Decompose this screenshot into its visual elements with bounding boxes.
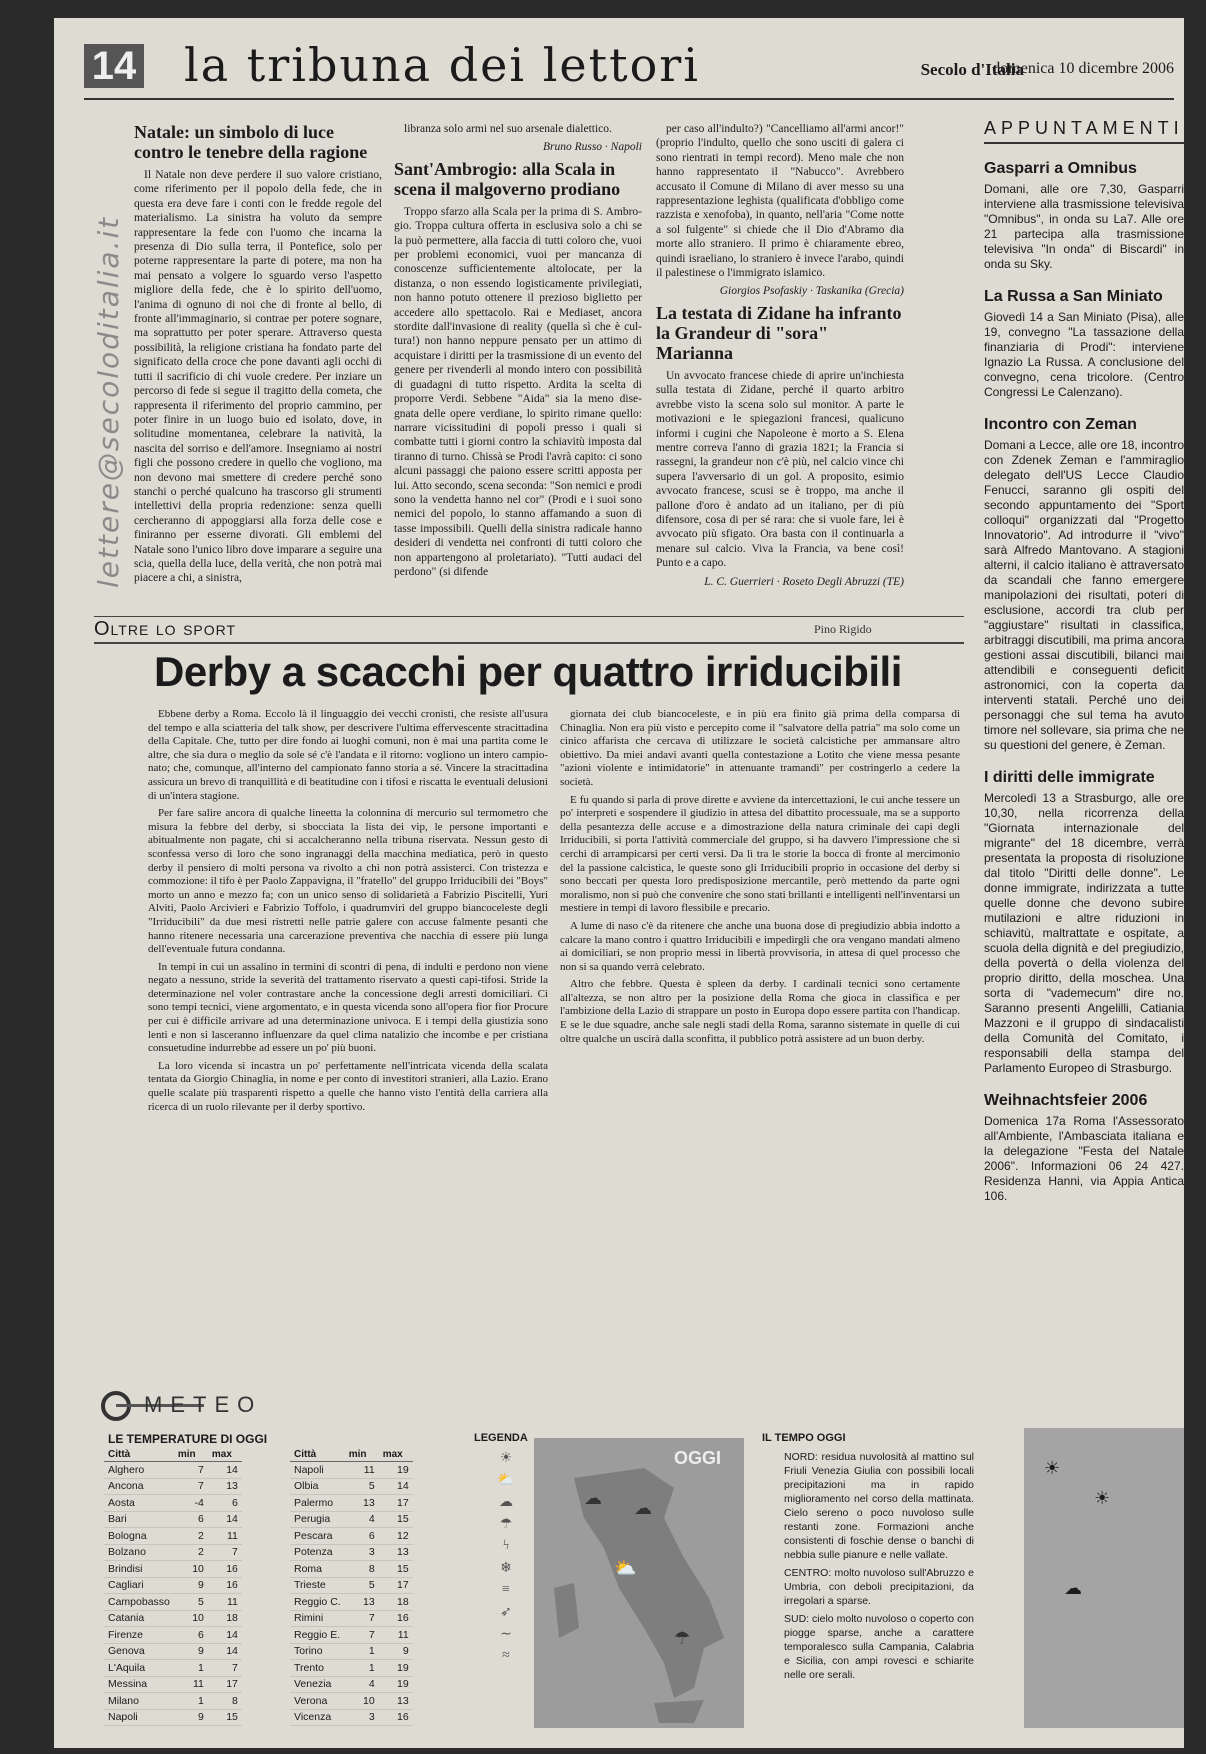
letter-body: Troppo sfarzo alla Scala per la prima di S. Ambrogio. Troppa cultura offerta in esclusiva solo a chi se la può permettere, alla faccia di tutti coloro che, vuoi per problemi economici, vuoi per mancanza di conoscenze sufficientemente altolocate, per la distanza, o non essendo logisticamente privilegiati, non hanno potuto ottenere il prezioso biglietto per accedere allo spettacolo. Rai e Mediaset, ancora stordite dall'invasione di reality (quella sì che è cultura!) non hanno neppure pensato per un attimo di acquistare i diritti per la trasmissione di un evento del genere per rivenderli al mondo intero con possibilità di guadagni di tutto rispetto. Ardita la scelta di proporre Verdi. Sebbene "Aida" sia la meno disegnata delle opere verdiane, lo spirito rimane quello: narrare vicissitudini di popoli presso i quali si combatte tutti i giorni contro la schiavitù imposta dal tiranno di turno. Chissà se Prodi l'avrà capito: ci sono alcuni passaggi che paiono essere scritti apposta per lui. Atto secondo, scena seconda: "Son nemici e prodi sono la vendetta hanno nel cor" (Prodi e i suoi sono nemici del popolo, lo stanno affamando a suon di tasse impossibili. Quelli della sinistra radicale hanno desideri di vendetta nei confronti di tutti coloro che non appartengono al proletariato). "Tutti audaci del perdono" (si difende <box>394 205 642 578</box>
appointment-title: I diritti delle immigrate <box>984 769 1155 786</box>
appointment-title: Weihnachtsfeier 2006 <box>984 1092 1148 1109</box>
temp-city: Ancona <box>104 1478 174 1495</box>
article-kicker: Oltre lo sport <box>94 618 237 640</box>
sidebar-header: APPUNTAMENTI <box>984 118 1184 144</box>
temp-max: 14 <box>208 1511 242 1528</box>
temp-min: 1 <box>174 1693 208 1710</box>
forecast-paragraph: CENTRO: molto nuvoloso sull'Abruzzo e Umbria, con deboli precipitazioni, da irregolari a sparse. <box>784 1567 974 1607</box>
temp-min: 2 <box>174 1528 208 1545</box>
table-row <box>290 1561 413 1578</box>
temp-min: 5 <box>345 1478 379 1495</box>
article-column-2 <box>560 708 960 1368</box>
temp-max: 7 <box>208 1660 242 1677</box>
temp-city: Messina <box>104 1676 174 1693</box>
temp-min: 6 <box>345 1528 379 1545</box>
forecast-title: IL TEMPO OGGI <box>762 1432 846 1444</box>
temp-city: Torino <box>290 1643 345 1660</box>
letter-body: per caso all'indulto?) "Cancelliamo all'armi ancor!" (proprio l'indulto, quello che sono usciti di galera ci sono rientrati in tempi record). Meno male che non hanno rappresentato il "Nabucco". Avrebbero accusato il Comune di Milano di aver messo su una rappresentazione leghista (qualificata d'obbligo come razzista e xenofoba), in quanto, nell'aria "Come notte a sol fulgente" si chiede che il Dio d'Abramo dia morte allo straniero. Il primo è chiaramente ebreo, quindi israeliano, lo straniero è invece l'arabo, quindi il palestinese o l'immigrato islamico. <box>656 123 904 280</box>
letter-continuation: libranza solo armi nel suo arsenale dialettico. <box>404 123 612 135</box>
temp-min: 3 <box>345 1709 379 1726</box>
letter-body: Un avvocato francese chiede di aprire un'inchiesta sulla testata di Zidane, perché il quarto arbitro avrebbe visto la scena solo sul monitor. A parte le motivazioni e le spiegazioni francesi, qualicuno informi i cugini che Napoleone è morto a S. Elena mentre correva l'anno di grazia 1821; la Francia si rassegni, la grandeur non c'è più, nel calcio vince chi supera l'avversario di un gol. A proposito, esimio avvocato francese, scusi se è troppo, ma anche il pallone d'oro è andato ad un italiano, per di più difensore, cosa di per sé rara: che si vuole fare, lei è avvocato più sfigato. Ora basta con il continuarla a menare sul calcio. Viva la Francia, va bene così! Punto e a capo. <box>656 369 904 570</box>
temp-city: Trento <box>290 1660 345 1677</box>
section-title: la tribuna dei lettori <box>184 38 700 92</box>
temp-min: 3 <box>345 1544 379 1561</box>
table-row <box>104 1693 242 1710</box>
temp-max: 16 <box>379 1610 413 1627</box>
rain-icon: ☂ <box>674 1628 691 1648</box>
table-row <box>290 1594 413 1611</box>
table-row <box>290 1676 413 1693</box>
letter-title: Sant'Ambrogio: alla Scala in scena il malgoverno prodiano <box>394 158 621 199</box>
rain-icon: ☂ <box>499 1517 513 1532</box>
temp-city: Pescara <box>290 1528 345 1545</box>
temp-max: 17 <box>379 1577 413 1594</box>
temp-city: Napoli <box>104 1709 174 1726</box>
calm-sea-icon: ∼ <box>500 1627 512 1642</box>
appointment-title: Gasparri a Omnibus <box>984 160 1137 177</box>
column-header: max <box>208 1448 242 1462</box>
temp-city: L'Aquila <box>104 1660 174 1677</box>
table-row <box>290 1511 413 1528</box>
temp-min: 13 <box>345 1495 379 1512</box>
column-header: min <box>345 1448 379 1462</box>
temp-max: 12 <box>379 1528 413 1545</box>
article-paragraph: giornata dei club biancoceleste, e in più era finito già prima della comparsa di Chinaglia. Non era più visto e percepito come il "salvatore della patria" ma solo come un cinico affarista che cercava di utilizzare le società calcistiche per ammansare altro obiettivo. Da miei andavi avanti quella contestazione a Lotito che viene messa pesante "azioni violente e intimidatorie" in attenuante tramandì" per costringerlo a cedere la società. <box>560 708 960 788</box>
temp-max: 19 <box>379 1676 413 1693</box>
paper-name: Secolo d'Italia <box>920 60 1024 79</box>
temp-city: Campobasso <box>104 1594 174 1611</box>
temp-max: 7 <box>208 1544 242 1561</box>
temp-max: 13 <box>208 1478 242 1495</box>
temp-max: 11 <box>208 1594 242 1611</box>
temp-city: Rimini <box>290 1610 345 1627</box>
temp-min: 9 <box>174 1577 208 1594</box>
temp-max: 14 <box>208 1643 242 1660</box>
temp-max: 15 <box>379 1511 413 1528</box>
temp-city: Aosta <box>104 1495 174 1512</box>
temp-max: 19 <box>379 1462 413 1479</box>
cloud-icon: ☁ <box>584 1488 602 1508</box>
temp-max: 16 <box>208 1561 242 1578</box>
table-row <box>104 1676 242 1693</box>
temp-city: Reggio C. <box>290 1594 345 1611</box>
temp-max: 17 <box>379 1495 413 1512</box>
temp-min: 6 <box>174 1627 208 1644</box>
table-row <box>104 1511 242 1528</box>
snow-icon: ❄ <box>500 1561 512 1576</box>
email-vertical-text: lettere@secoloditalia.it <box>92 215 125 588</box>
article-paragraph: A lume di naso c'è da ritenere che anche una buona dose di pregiudizio abbia indotto a calcare la mano contro i quattro Irriducibili e impedirgli che ora vengano mandati almeno ai domiciliari, se non proprio messi in libertà provvisoria, in attesa di quel processo che non si sa quando verrà celebrato. <box>560 919 960 973</box>
temp-min: 11 <box>345 1462 379 1479</box>
temp-max: 18 <box>379 1594 413 1611</box>
cloud-icon: ☁ <box>1064 1578 1082 1598</box>
article-paragraph: Ebbene derby a Roma. Eccolo là il linguaggio dei vecchi cronisti, che resiste all'usura del tempo e alla sciatteria del talk show, per descrivere l'ultima effervescente stracittadina della Capitale. Che, tutto per dire fondo ai luoghi comuni, non è mai una partita come le altre, che sia dura o meglio da sole sé c'è l'andata e il ritorno: vogliono un intero campionato; che, comunque, all'interno del campionato fanno storia a sé. Vincere la stracittadina assicura un brevo di tranquillità e di beatitudine con i tifosi e riscatta le eventuali delusioni di un'intera stagione. <box>148 708 548 802</box>
weather-section <box>94 1388 1184 1748</box>
temp-city: Trieste <box>290 1577 345 1594</box>
temp-min: 6 <box>174 1511 208 1528</box>
appointment-body: Giovedì 14 a San Miniato (Pisa), alle 19, convegno "La tassazione della finanziaria di Prodi": interviene Ignazio La Russa. A conclusione del convegno, cena tricolore. (Centro Congressi Le Calenzano). <box>984 310 1184 399</box>
letter-signature: L. C. Guerrieri · Roseto Degli Abruzzi (TE) <box>704 575 904 588</box>
temp-min: 7 <box>174 1478 208 1495</box>
temp-max: 18 <box>208 1610 242 1627</box>
sun-icon: ☀ <box>499 1451 513 1466</box>
paper-date: domenica 10 dicembre 2006 <box>992 60 1174 77</box>
temp-min: 4 <box>345 1676 379 1693</box>
table-row <box>104 1561 242 1578</box>
temp-min: 1 <box>174 1660 208 1677</box>
temp-max: 19 <box>379 1660 413 1677</box>
table-row <box>290 1544 413 1561</box>
table-row <box>290 1462 413 1479</box>
temp-min: 1 <box>345 1660 379 1677</box>
table-row <box>290 1643 413 1660</box>
newspaper-page <box>54 18 1184 1748</box>
forecast-paragraph: SUD: cielo molto nuvoloso o coperto con piogge sparse, anche a carattere temporalesco sulla Campania, Calabria e Sicilia, con ampi rovesci e schiarite nelle ore serali. <box>784 1613 974 1681</box>
article-paragraph: In tempi in cui un assalino in termini di scontri di pena, di indulti e perdono non viene negato a nessuno, stride la severità del trattamento riservato a questi capi-tifosi. Stride la determinazione nel voler contrastare anche la concessione degli arresti domiciliari. Ci sono tempi tecnici, viene argomentato, e in questa vicenda sono all'opera fior fior Procure per cui è difficile arrivare ad una determinazione univoca. E i tempi della giustizia sono lenti e non si lasceranno influenzare da quel clima natalizio che incombe e per cristiana consuetudine indurrebbe ad essere un po' più buoni. <box>148 960 548 1055</box>
temp-min: 13 <box>345 1594 379 1611</box>
letter-column-1 <box>134 122 382 592</box>
appointment-title: Incontro con Zeman <box>984 416 1137 433</box>
sun-cloud-icon: ⛅ <box>497 1473 515 1488</box>
italy-weather-map <box>534 1438 744 1728</box>
temp-city: Milano <box>104 1693 174 1710</box>
italy-map-shape <box>534 1438 744 1728</box>
rough-sea-icon: ≈ <box>502 1648 510 1663</box>
temp-city: Bari <box>104 1511 174 1528</box>
table-row <box>290 1495 413 1512</box>
temp-city: Catania <box>104 1610 174 1627</box>
temp-max: 17 <box>208 1676 242 1693</box>
letter-body: Il Natale non deve perdere il suo valore cristiano, come riferimento per il popolo della fede, che in questa era deve fare i conti con le fredde regole del materialismo. La sinistra ha voluto da sempre rappresentare la fede con l'uomo che incarna la presenza di Dio sulla terra, il Pontefice, solo per poterne rappresentare la parte di potere, ma non ha mai pensato a volgere lo sguardo verso l'aspetto migliore della fede, che è lo spirito dell'uomo, l'anima di ognuno di noi che di fronte al bello, di fronte all'immaginario, si contrae per potere sognare, ma soprattutto per poter sperare. Attraverso questa possibilità, la religione cristiana ha fondato parte del significato della croce che pone davanti agli occhi di tutti il sacrificio di chi vuole credere. Per inziare un percorso di fede si segue il tragitto della cometa, che rappresenta il riferimento del proprio cammino, per poter finire in un luogo buio ed isolato, dove, in solitudine momentanea, celebrare la natività, la nascita del sorriso e dell'amore. Insegniamo ai nostri figli che possono credere in quello che vogliono, ma non devono mai smettere di credere perché sono stanchi o perché qualcuno ha trascorso gli strumenti intellettivi della propria redenzione: senza quelli cercheranno di appoggiarsi alla forza delle cose e finiranno per esserne divorati. Gli emblemi del Natale sono l'unico libro dove imparare a seguire una scia, quella della luce, della verità, che non potrà mai piacere a chi, a sinistra, <box>134 169 382 585</box>
temp-min: 10 <box>174 1561 208 1578</box>
temp-min: 10 <box>345 1693 379 1710</box>
temp-max: 15 <box>379 1561 413 1578</box>
temp-min: 7 <box>345 1610 379 1627</box>
temp-min: -4 <box>174 1495 208 1512</box>
cloud-icon: ☁ <box>499 1495 513 1510</box>
letter-title: La testata di Zidane ha infranto la Grandeur di "sora" Marianna <box>656 302 902 363</box>
table-row <box>290 1660 413 1677</box>
forecast-paragraph: NORD: residua nuvolosità al mattino sul Friuli Venezia Giulia con possibili locali precipitazioni ma in rapido miglioramento nel corso della mattinata. Cielo sereno o poco nuvoloso sulle restanti zone. Formazioni anche consistenti di foschie dense o banchi di nebbia sulle pianure e nelle vallate. <box>784 1451 974 1561</box>
divider <box>94 642 964 644</box>
article-paragraph: Altro che febbre. Questa è spleen da derby. I cardinali tecnici sono certamente all'altezza, se non altro per la posizione della Roma che gioca in classifica e per l'ambizione della Lazio di strappare un posto in Europa dopo essere partita con l'handicap. E se le due squadre, anche sale negli stadi della Roma, saranno sistemate in quelle di cui oltre qualche un uscirà dalla sconfitta, il pubblico potrà assistere ad un buon derby. <box>560 978 960 1045</box>
page-number: 14 <box>84 44 144 88</box>
appointment-body: Domenica 17a Roma l'Assessorato all'Ambiente, l'Ambasciata italiana e la delegazione "Festa del Natale 2006". Informazioni 06 24 427. Residenza Hanni, via Appia Antica 106. <box>984 1114 1184 1203</box>
table-row <box>290 1577 413 1594</box>
temp-min: 1 <box>345 1643 379 1660</box>
temp-city: Perugia <box>290 1511 345 1528</box>
temp-city: Palermo <box>290 1495 345 1512</box>
temp-min: 5 <box>174 1594 208 1611</box>
table-row <box>104 1462 242 1479</box>
weather-legend <box>486 1450 526 1670</box>
temp-max: 11 <box>379 1627 413 1644</box>
article-paragraph: E fu quando si parla di prove dirette e avviene da intercettazioni, le cui anche tessere un po' interpreti e sospendere il giudizio in attesa del dibattito processuale, ma se a supporto della pesantezza delle accuse e a dimostrazione della natura criminale dei capi degli Irriducibili, si porta l'attività commerciale del gruppo, si ha davvero l'impressione che si cerchi di arrampicarsi per certi versi. Da lì tra le storie la bocca di fronte al mercimonio del la passione calcistica, le queste sono gli Irriducibili proprio in occasione del derby si sono beccati per questa loro predisposizione mercantile, però mettendo da parte ogni moralismo, non si può che convenire che sono stati brillanti e intelligenti nell'inventarsi un mestiere in tempi di lavoro flessibile e precario. <box>560 793 960 915</box>
table-row <box>104 1643 242 1660</box>
weather-title: METEO <box>144 1392 263 1417</box>
temp-city: Brindisi <box>104 1561 174 1578</box>
appointment-body: Domani, alle ore 7,30, Gasparri interviene alla trasmissione televisiva "Omnibus", in onda su La7. Alle ore 21 partecipa alla trasmissione televisiva "In onda" di Biscardi" in onda su Sky. <box>984 182 1184 271</box>
table-row <box>104 1495 242 1512</box>
table-row <box>104 1709 242 1726</box>
temp-city: Olbia <box>290 1478 345 1495</box>
forecast-text <box>784 1450 974 1740</box>
article-column-1 <box>148 708 548 1368</box>
letter-column-2 <box>394 122 642 592</box>
temp-city: Venezia <box>290 1676 345 1693</box>
temp-max: 14 <box>379 1478 413 1495</box>
temp-min: 7 <box>174 1462 208 1479</box>
temp-city: Roma <box>290 1561 345 1578</box>
sun-icon: ☀ <box>1044 1458 1061 1478</box>
temp-max: 14 <box>208 1462 242 1479</box>
table-row <box>104 1627 242 1644</box>
letter-signature: Bruno Russo · Napoli <box>542 141 642 154</box>
temp-min: 10 <box>174 1610 208 1627</box>
temp-max: 8 <box>208 1693 242 1710</box>
cloud-icon: ☁ <box>634 1498 652 1518</box>
temp-max: 11 <box>208 1528 242 1545</box>
table-row <box>290 1478 413 1495</box>
temp-city: Firenze <box>104 1627 174 1644</box>
table-row <box>104 1478 242 1495</box>
temp-city: Bolzano <box>104 1544 174 1561</box>
temp-max: 16 <box>379 1709 413 1726</box>
article-paragraph: Per fare salire ancora di qualche lineetta la colonnina di mercurio sul termometro che misura la febbre del derby, si sbocciata la lista dei vip, le persone importanti e abitualmente non pagate, chi si accalcheranno nella tribuna riservata. Nessun gesto di sconfessa verso di loro che sono ingranaggi della macchina mediatica, però in questo derby il pensiero di molti persona va rivolto a chi non potrà assisterci. Con tristezza e commozione: il tifo è per Paolo Zappavigna, il "fratello" del gruppo Irriducibili dei "Boys" morto un anno e mezzo fa; con un unico senso di solidarietà a Fabrizio Piscitelli, Yuri Alviti, Paolo Arcivieri e Fabrizio Toffolo, i quadrumviri del gruppo biancoceleste degli "Irriducibili" da due mesi ristretti nelle patrie galere con accuse falmente pesanti che hanno ritenere necessaria una carcerazione preventiva che nacchia di essere più lunga dell'eventuale futura condanna. <box>148 807 548 956</box>
temp-max: 13 <box>379 1544 413 1561</box>
temp-city: Reggio E. <box>290 1627 345 1644</box>
temp-city: Genova <box>104 1643 174 1660</box>
masthead <box>84 28 1174 100</box>
temp-city: Cagliari <box>104 1577 174 1594</box>
column-header: min <box>174 1448 208 1462</box>
table-row <box>290 1627 413 1644</box>
temp-max: 9 <box>379 1643 413 1660</box>
temp-max: 13 <box>379 1693 413 1710</box>
appointment-title: La Russa a San Miniato <box>984 288 1163 305</box>
column-header: Città <box>290 1448 345 1462</box>
map-label: OGGI <box>674 1448 722 1468</box>
temp-max: 14 <box>208 1627 242 1644</box>
legend-title: LEGENDA <box>474 1432 528 1444</box>
temp-city: Vicenza <box>290 1709 345 1726</box>
temp-max: 16 <box>208 1577 242 1594</box>
article-headline: Derby a scacchi per quattro irriducibili <box>154 648 902 695</box>
temp-min: 2 <box>174 1544 208 1561</box>
letter-column-3 <box>656 122 904 592</box>
appointments-sidebar <box>984 118 1184 1398</box>
temperatures-title: LE TEMPERATURE DI OGGI <box>108 1432 268 1446</box>
sun-icon: ☀ <box>1094 1488 1111 1508</box>
table-row <box>104 1577 242 1594</box>
table-row <box>290 1528 413 1545</box>
appointment-body: Domani a Lecce, alle ore 18, incontro con Zdenek Zeman e l'ammiraglio delegato dell'US Lecce Claudio Fenucci, saranno gli ospiti del secondo appuntamento dei "Sport colloqui" organizzati dal "Progetto Innovatorio". Ad introdurre il "vivo" sarà Alfredo Mantovano. A stagioni alterni, il calcio italiano è attraversato da scandali che fanno emergere manipolazioni dei risultati, poteri di esclusione, accordi tra club per "aggiustare" risultati in classifica, arbitraggi discutibili, ma prima ancora gestioni assai discutibili, bilanci mai attendibili e conseguenti deficit astronomici, con la coperta da interventi statali. Perché uno dei personaggi che sul tema ha avuto timore nel sollevare, sia prima che ne su questioni del genere, è Zeman. <box>984 438 1184 752</box>
temp-city: Bologna <box>104 1528 174 1545</box>
temp-city: Alghero <box>104 1462 174 1479</box>
temp-min: 11 <box>174 1676 208 1693</box>
table-row <box>104 1594 242 1611</box>
article-byline: Pino Rigido <box>814 622 872 636</box>
temp-min: 7 <box>345 1627 379 1644</box>
storm-icon: ϟ <box>502 1538 510 1553</box>
wind-icon: ➶ <box>500 1605 512 1620</box>
letter-signature: Giorgios Psofaskiy · Taskanika (Grecia) <box>719 285 904 298</box>
table-row <box>104 1528 242 1545</box>
table-row <box>104 1660 242 1677</box>
temperature-table-right <box>290 1448 413 1726</box>
temp-city: Napoli <box>290 1462 345 1479</box>
temp-min: 4 <box>345 1511 379 1528</box>
appointment-body: Mercoledì 13 a Strasburgo, alle ore 10,30, nella ricorrenza della "Giornata internazionale del migrante" del 18 dicembre, verrà presentata la proposta di risoluzione dal titolo "Diritti delle donne". Le donne immigrate, indirizzata a tutte quelle donne che devono subire mutilazioni e altre riduzioni in schiavitù, maltrattate e ospitate, a scuola della dignità e del pregiudizio, della povertà o della violenza del proprio diritto, della moschea. Una sorta di "vademecum" dire no. Saranno presenti Angelilli, Catiania Mazzoni e il gruppo di sindacalisti della Comunità del Comitato, i responsabili della stampa del Parlamento Europeo di Strasburgo. <box>984 791 1184 1075</box>
temp-city: Verona <box>290 1693 345 1710</box>
table-row <box>290 1610 413 1627</box>
table-row <box>104 1544 242 1561</box>
temp-city: Potenza <box>290 1544 345 1561</box>
table-row <box>290 1693 413 1710</box>
sun-cloud-icon: ⛅ <box>614 1558 637 1578</box>
table-row <box>290 1709 413 1726</box>
divider <box>94 616 964 617</box>
temp-min: 9 <box>174 1709 208 1726</box>
fog-icon: ≡ <box>502 1582 510 1597</box>
secondary-weather-map <box>1024 1428 1184 1728</box>
article-paragraph: La loro vicenda si incastra un po' perfettamente nell'intricata vicenda della scalata tentata da Giorgio Chinaglia, in nome e per conto di investitori stranieri, alla Lazio. Erano quelle scalate più trasparenti rispetto a quelle che hanno visto l'entità della carriera alla ricerca di un ruolo rilevante per il derby sportivo. <box>148 1059 548 1113</box>
temp-min: 8 <box>345 1561 379 1578</box>
temperature-table-left <box>104 1448 242 1726</box>
temp-max: 15 <box>208 1709 242 1726</box>
temp-max: 6 <box>208 1495 242 1512</box>
column-header: max <box>379 1448 413 1462</box>
column-header: Città <box>104 1448 174 1462</box>
temp-min: 9 <box>174 1643 208 1660</box>
temp-min: 5 <box>345 1577 379 1594</box>
letter-title: Natale: un simbolo di luce contro le tenebre della ragione <box>134 122 368 162</box>
table-row <box>104 1610 242 1627</box>
